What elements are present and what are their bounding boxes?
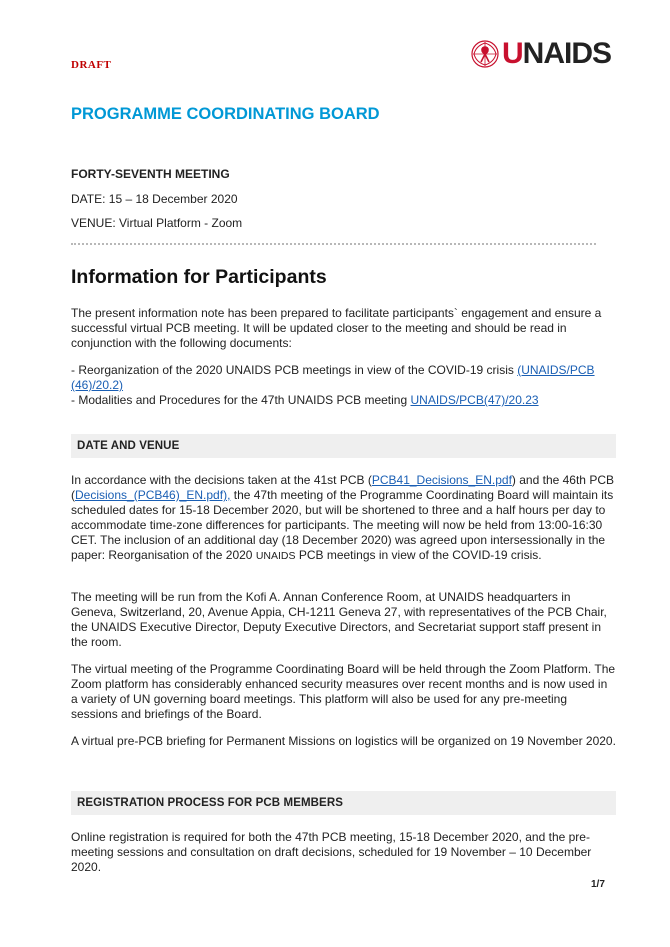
logo-wordmark: NAIDS: [522, 37, 612, 70]
logo-letter-u: U: [502, 37, 523, 70]
page-number: 1/7: [591, 879, 605, 890]
page-heading: Information for Participants: [71, 266, 327, 288]
section-title: DATE AND VENUE: [77, 440, 180, 452]
pcb46-decisions-link[interactable]: Decisions_(PCB46)_EN.pdf),: [75, 488, 231, 502]
meeting-name: FORTY-SEVENTH MEETING: [71, 167, 230, 181]
date-venue-paragraph-4: A virtual pre-PCB briefing for Permanent Missions on logistics will be organized on 19 November 2020.: [71, 734, 616, 748]
document-item-text: - Modalities and Procedures for the 47th UNAIDS PCB meeting: [71, 393, 411, 407]
registration-paragraph: Online registration is required for both the 47th PCB meeting, 15-18 December 2020, and the pre-meeting sessions and consultation on draft decisions, scheduled for 19 November – 10 December 2020.: [71, 830, 592, 874]
document-list: [71, 363, 616, 408]
document-link-pcb46[interactable]: (UNAIDS/PCB (46)/20.2): [71, 363, 595, 392]
meeting-date: DATE: 15 – 18 December 2020: [71, 192, 238, 206]
intro-paragraph: The present information note has been prepared to facilitate participants` engagement and ensure a successful virtual PCB meeting. It will be updated closer to the meeting and should be read in conjunction with the following documents:: [71, 306, 602, 350]
section-header-date-venue: [71, 434, 616, 458]
section-title: REGISTRATION PROCESS FOR PCB MEMBERS: [77, 797, 343, 809]
board-title: PROGRAMME COORDINATING BOARD: [71, 105, 380, 123]
section-header-registration: [71, 791, 616, 815]
date-venue-paragraph-2: The meeting will be run from the Kofi A. Annan Conference Room, at UNAIDS headquarters in Geneva, Switzerland, 20, Avenue Appia, CH-1211 Geneva 27, with representatives of the PCB Chair, the UNAIDS Executive Director, Deputy Executive Directors, and Secretariat support staff present in the room.: [71, 590, 607, 649]
draft-label: DRAFT: [71, 59, 112, 71]
ribbon-emblem-icon: [470, 39, 500, 69]
pcb41-decisions-link[interactable]: PCB41_Decisions_EN.pdf: [371, 473, 512, 487]
dotted-divider: [71, 243, 596, 245]
date-venue-paragraph-1: In accordance with the decisions taken at the 41st PCB (PCB41_Decisions_EN.pdf) and the 46th PCB (Decisions_(PCB46)_EN.pdf), the 47th meeting of the Programme Coordinating Board will maintain its scheduled dates for 15-18 December 2020, but will be shortened to three and a half hours per day to accommodate time-zone differences for participants. The meeting will now be held from 13:00-16:30 CET. The inclusion of an additional day (18 December 2020) was agreed upon intersessionally in the paper: Reorganisation of the 2020 UNAIDS PCB meetings in view of the COVID-19 crisis.: [71, 473, 614, 562]
date-venue-paragraph-3: The virtual meeting of the Programme Coordinating Board will be held through the Zoom Platform. The Zoom platform has considerably enhanced security measures over recent months and is now used in a variety of UN governing board meetings. This platform will also be used for any pre-meeting sessions and briefings of the Board.: [71, 662, 616, 721]
document-link-pcb47[interactable]: UNAIDS/PCB(47)/20.23: [410, 393, 539, 407]
document-item-text: - Reorganization of the 2020 UNAIDS PCB meetings in view of the COVID-19 crisis: [71, 363, 518, 377]
meeting-venue: VENUE: Virtual Platform - Zoom: [71, 216, 243, 230]
unaids-logo: [470, 38, 611, 70]
